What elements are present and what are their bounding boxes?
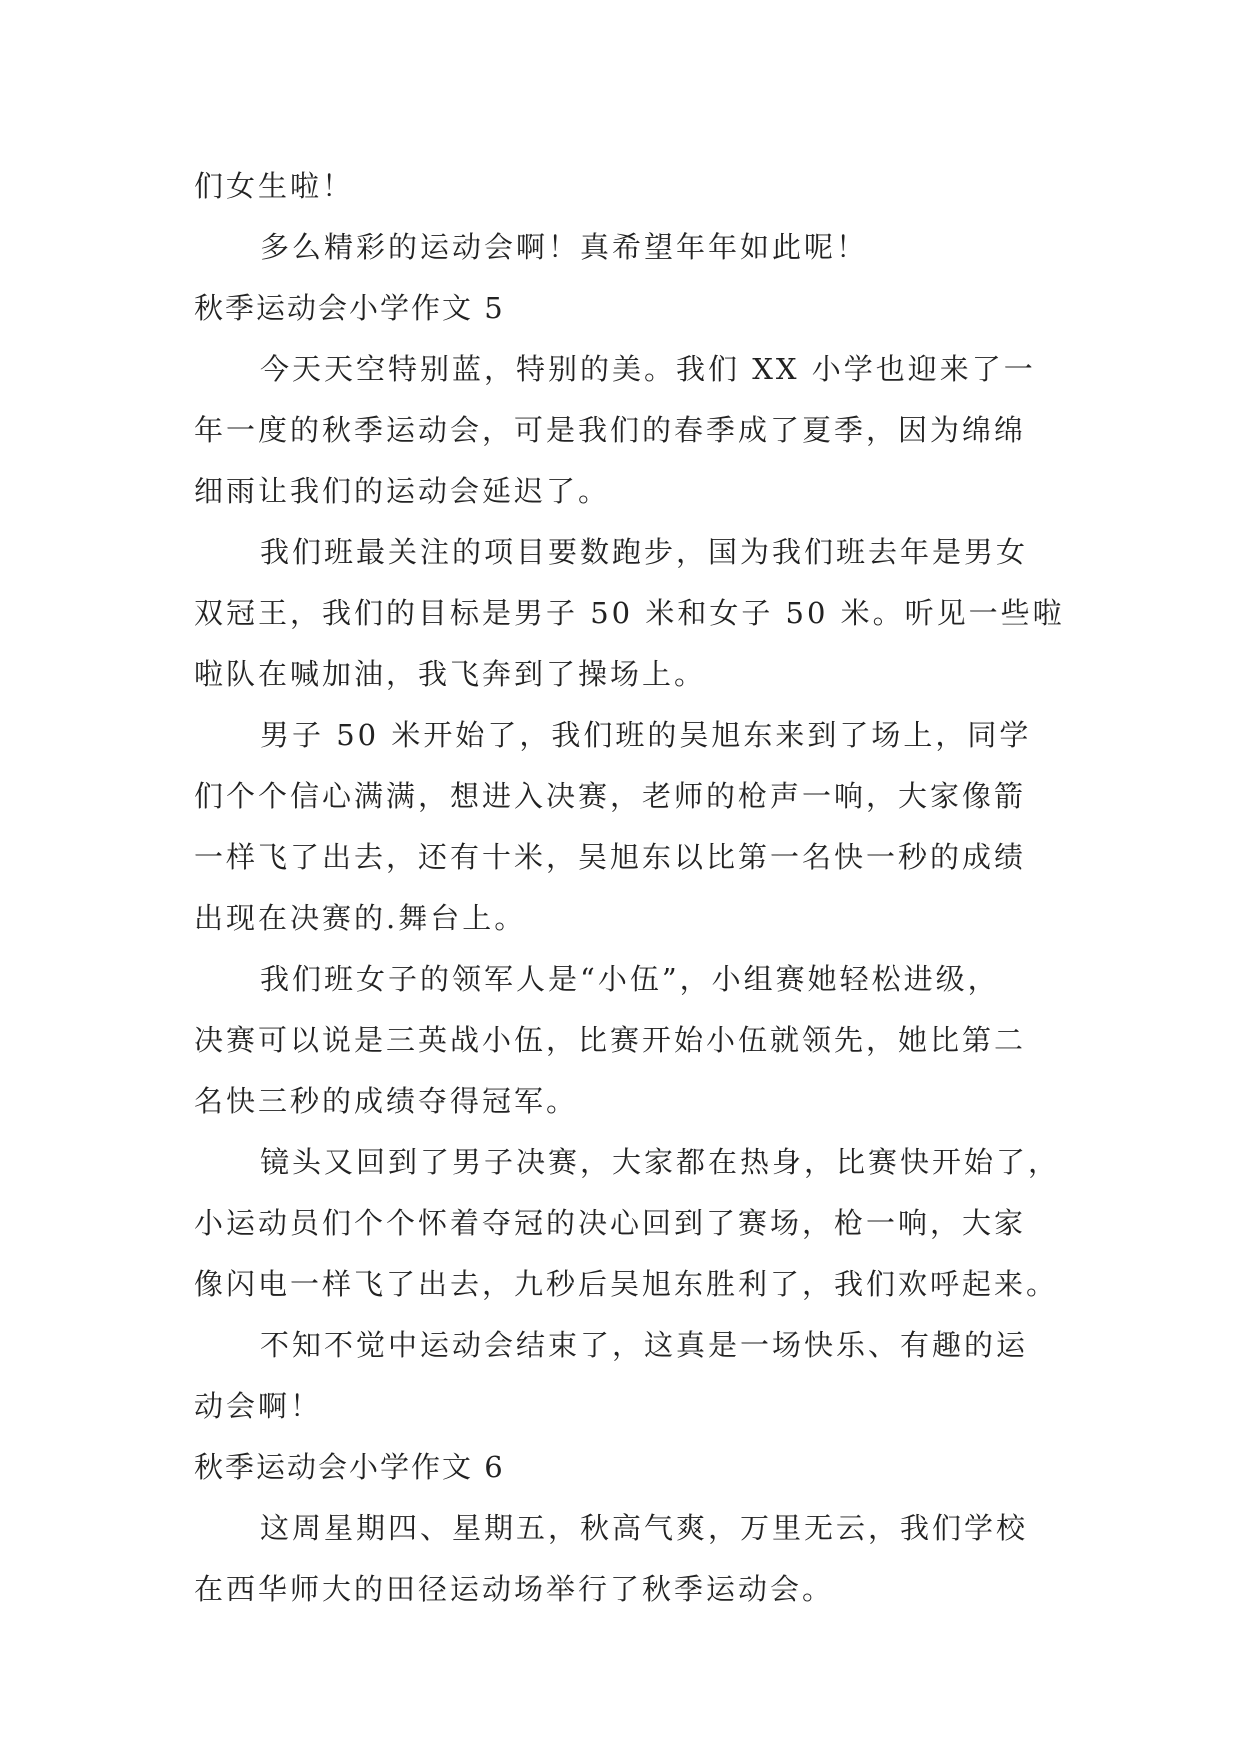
text-line: 一样飞了出去，还有十米，吴旭东以比第一名快一秒的成绩 [194, 840, 1027, 874]
text-line: 们女生啦！ [194, 169, 355, 203]
text-line: 啦队在喊加油，我飞奔到了操场上。 [194, 657, 707, 691]
text-line: 出现在决赛的.舞台上。 [194, 901, 527, 935]
text-line: 年一度的秋季运动会，可是我们的春季成了夏季，因为绵绵 [194, 413, 1027, 447]
text-line: 决赛可以说是三英战小伍，比赛开始小伍就领先，她比第二 [194, 1023, 1027, 1057]
text-line: 动会啊！ [194, 1389, 323, 1423]
text-line: 名快三秒的成绩夺得冠军。 [194, 1084, 579, 1118]
text-line: 多么精彩的运动会啊！真希望年年如此呢！ [260, 230, 869, 264]
text-line: 我们班女子的领军人是“小伍”，小组赛她轻松进级， [260, 962, 1000, 996]
section-heading: 秋季运动会小学作文 5 [194, 291, 505, 325]
text-line: 我们班最关注的项目要数跑步，国为我们班去年是男女 [260, 535, 1029, 569]
text-line: 不知不觉中运动会结束了，这真是一场快乐、有趣的运 [260, 1328, 1029, 1362]
text-line: 今天天空特别蓝，特别的美。我们 XX 小学也迎来了一 [260, 352, 1036, 386]
section-heading: 秋季运动会小学作文 6 [194, 1450, 505, 1484]
text-line: 这周星期四、星期五，秋高气爽，万里无云，我们学校 [260, 1511, 1029, 1545]
text-line: 镜头又回到了男子决赛，大家都在热身，比赛快开始了， [260, 1145, 1061, 1179]
text-line: 们个个信心满满，想进入决赛，老师的枪声一响，大家像箭 [194, 779, 1027, 813]
text-line: 双冠王，我们的目标是男子 50 米和女子 50 米。听见一些啦 [194, 596, 1065, 630]
text-line: 男子 50 米开始了，我们班的吴旭东来到了场上，同学 [260, 718, 1032, 752]
document-page [194, 156, 1065, 1620]
text-line: 细雨让我们的运动会延迟了。 [194, 474, 611, 508]
text-line: 小运动员们个个怀着夺冠的决心回到了赛场，枪一响，大家 [194, 1206, 1027, 1240]
text-line: 像闪电一样飞了出去，九秒后吴旭东胜利了，我们欢呼起来。 [194, 1267, 1059, 1301]
text-line: 在西华师大的田径运动场举行了秋季运动会。 [194, 1572, 835, 1606]
